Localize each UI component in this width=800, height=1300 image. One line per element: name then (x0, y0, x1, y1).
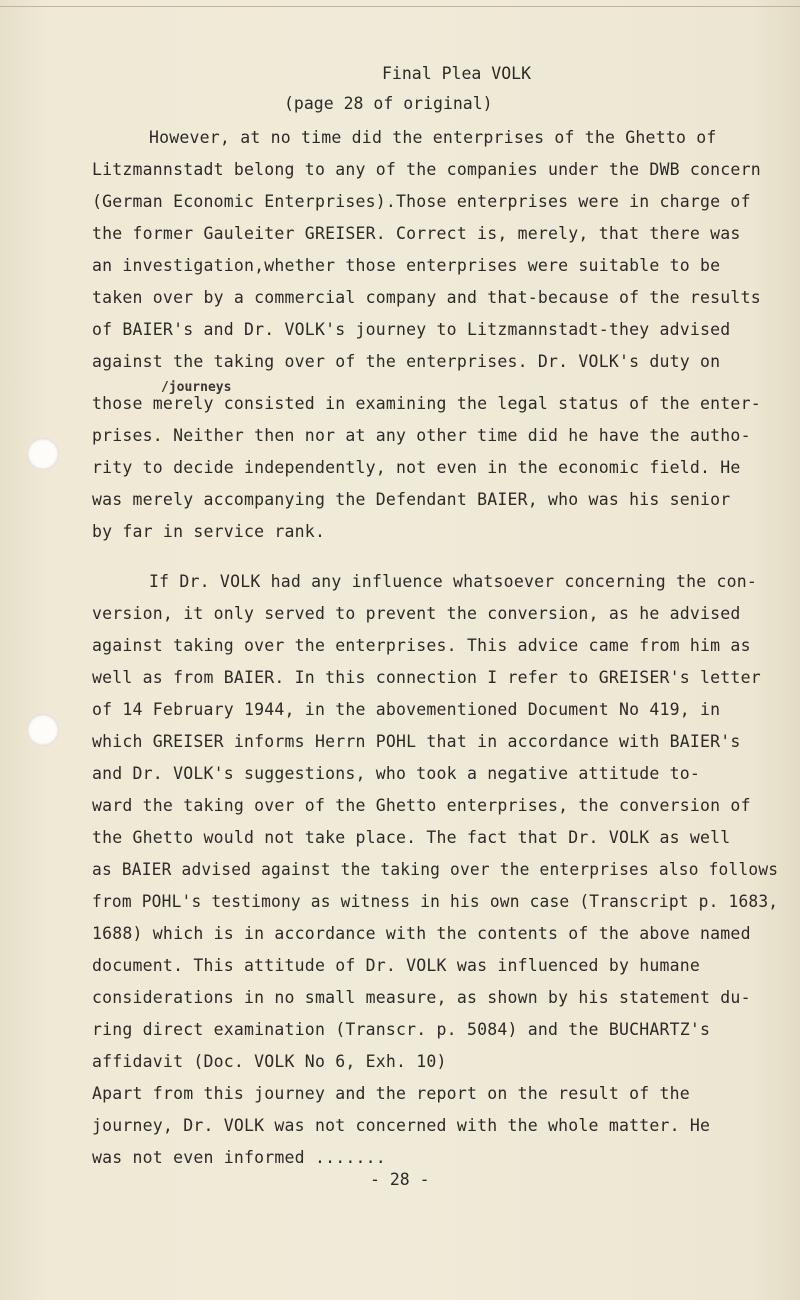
body-line: If Dr. VOLK had any influence whatsoever concerning the con- (149, 572, 758, 591)
body-line: ring direct examination (Transcr. p. 5084) and the BUCHARTZ's (92, 1020, 711, 1039)
body-line: affidavit (Doc. VOLK No 6, Exh. 10) (92, 1052, 447, 1071)
body-line: as BAIER advised against the taking over the enterprises also follows (92, 860, 779, 879)
body-line: was not even informed ....... (92, 1148, 386, 1167)
body-line: version, it only served to prevent the conversion, as he advised (92, 604, 741, 623)
punch-hole-upper (27, 438, 59, 470)
body-line: which GREISER informs Herrn POHL that in accordance with BAIER's (92, 732, 741, 751)
body-line: those merely consisted in examining the legal status of the enter- (92, 394, 761, 413)
body-line: document. This attitude of Dr. VOLK was influenced by humane (92, 956, 701, 975)
page-number: - 28 - (370, 1170, 430, 1189)
handwritten-insertion: /journeys (161, 380, 232, 395)
body-line: of BAIER's and Dr. VOLK's journey to Litzmannstadt-they advised (92, 320, 731, 339)
page-top-edge (0, 6, 800, 7)
body-line: the Ghetto would not take place. The fact that Dr. VOLK as well (92, 828, 731, 847)
body-line: 1688) which is in accordance with the contents of the above named (92, 924, 751, 943)
body-line: considerations in no small measure, as shown by his statement du- (92, 988, 751, 1007)
body-line: prises. Neither then nor at any other time did he have the autho- (92, 426, 751, 445)
body-line: the former Gauleiter GREISER. Correct is, merely, that there was (92, 224, 741, 243)
body-line: However, at no time did the enterprises of the Ghetto of (149, 128, 717, 147)
body-line: rity to decide independently, not even in the economic field. He (92, 458, 741, 477)
body-line: ward the taking over of the Ghetto enterprises, the conversion of (92, 796, 751, 815)
body-line: well as from BAIER. In this connection I refer to GREISER's letter (92, 668, 761, 687)
page-reference: (page 28 of original) (284, 94, 493, 113)
body-line: of 14 February 1944, in the abovementioned Document No 419, in (92, 700, 721, 719)
body-line: (German Economic Enterprises).Those enterprises were in charge of (92, 192, 751, 211)
body-line: and Dr. VOLK's suggestions, who took a negative attitude to- (92, 764, 701, 783)
body-line: was merely accompanying the Defendant BAIER, who was his senior (92, 490, 731, 509)
body-line: by far in service rank. (92, 522, 326, 541)
body-line: journey, Dr. VOLK was not concerned with the whole matter. He (92, 1116, 711, 1135)
punch-hole-lower (27, 714, 59, 746)
body-line: from POHL's testimony as witness in his own case (Transcript p. 1683, (92, 892, 779, 911)
body-line: against taking over the enterprises. This advice came from him as (92, 636, 751, 655)
body-line: against the taking over of the enterprises. Dr. VOLK's duty on (92, 352, 721, 371)
document-title: Final Plea VOLK (382, 64, 532, 83)
body-line: Apart from this journey and the report on the result of the (92, 1084, 690, 1103)
body-line: Litzmannstadt belong to any of the companies under the DWB concern (92, 160, 761, 179)
body-line: an investigation,whether those enterprises were suitable to be (92, 256, 721, 275)
body-line: taken over by a commercial company and that-because of the results (92, 288, 761, 307)
